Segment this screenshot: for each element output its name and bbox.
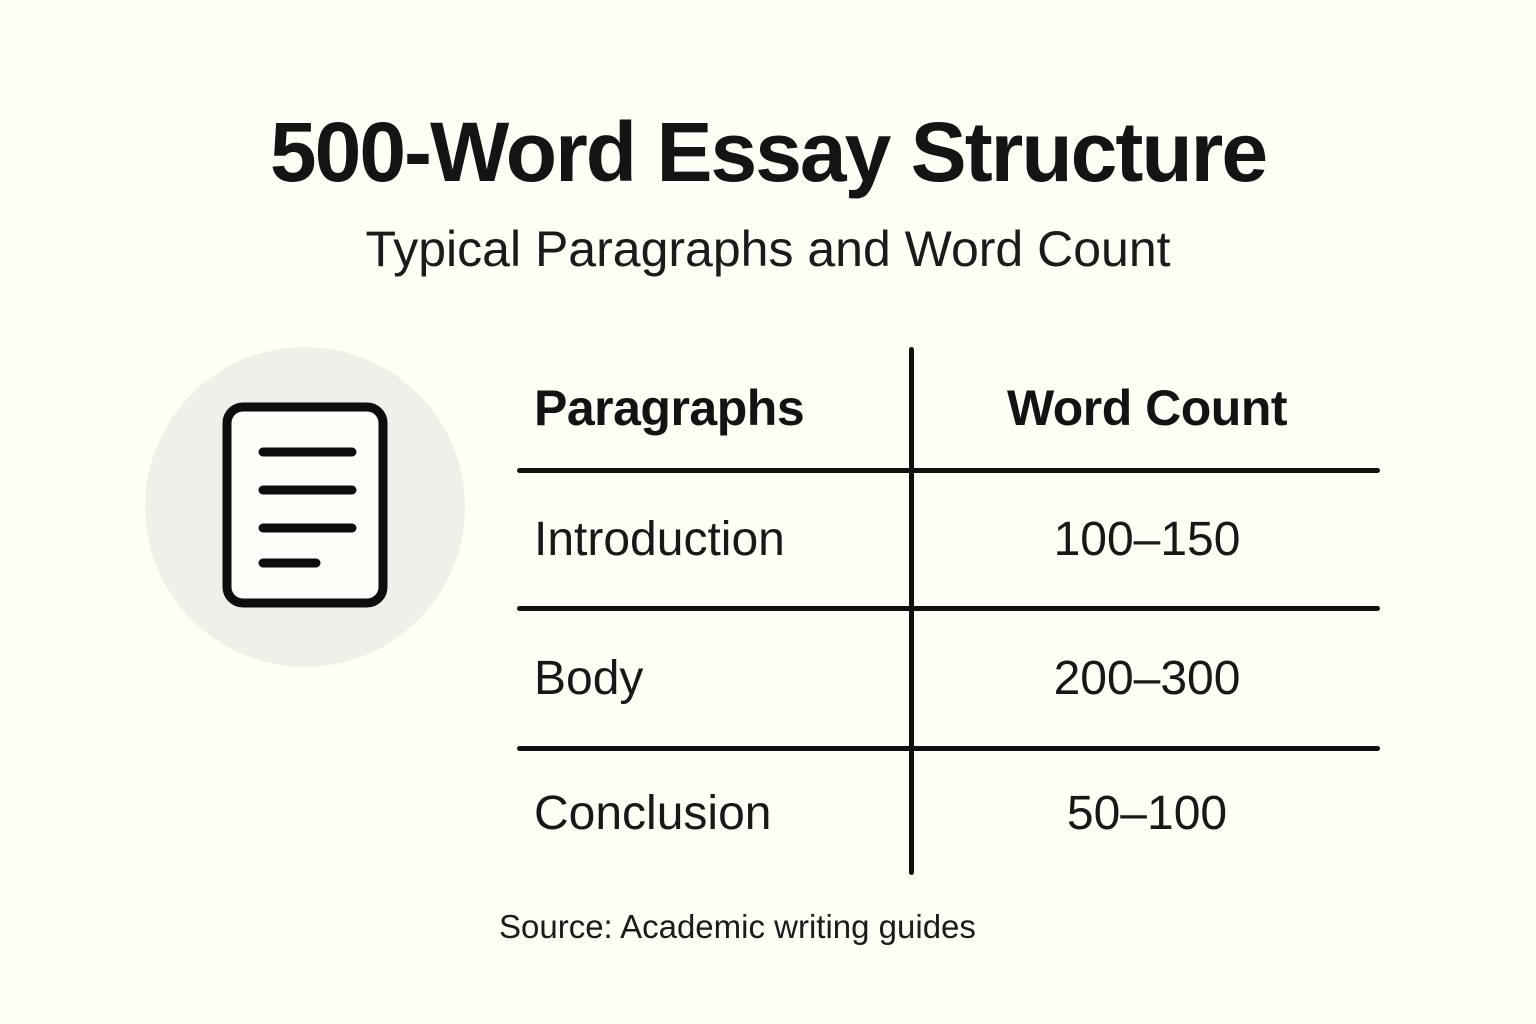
page-subtitle: Typical Paragraphs and Word Count: [365, 221, 1171, 277]
column-header-paragraphs: Paragraphs: [534, 379, 805, 436]
cell-word-count-body: 200–300: [1053, 652, 1241, 705]
column-header-word-count: Word Count: [1006, 379, 1288, 436]
cell-paragraph-body: Body: [534, 652, 644, 705]
document-icon: [222, 402, 388, 613]
page-title: 500-Word Essay Structure: [269, 105, 1267, 199]
cell-paragraph-conclusion: Conclusion: [534, 786, 772, 840]
cell-word-count-conclusion: 50–100: [1066, 786, 1228, 840]
table-row: [517, 611, 1380, 746]
icon-circle-background: [145, 347, 465, 667]
table-row: [517, 751, 1380, 875]
cell-word-count-introduction: 100–150: [1053, 513, 1241, 566]
table-header-row: [517, 347, 1380, 468]
cell-paragraph-introduction: Introduction: [534, 513, 785, 566]
table-row: [517, 473, 1380, 606]
word-count-table: [517, 347, 1380, 875]
source-attribution: Source: Academic writing guides: [499, 908, 976, 945]
